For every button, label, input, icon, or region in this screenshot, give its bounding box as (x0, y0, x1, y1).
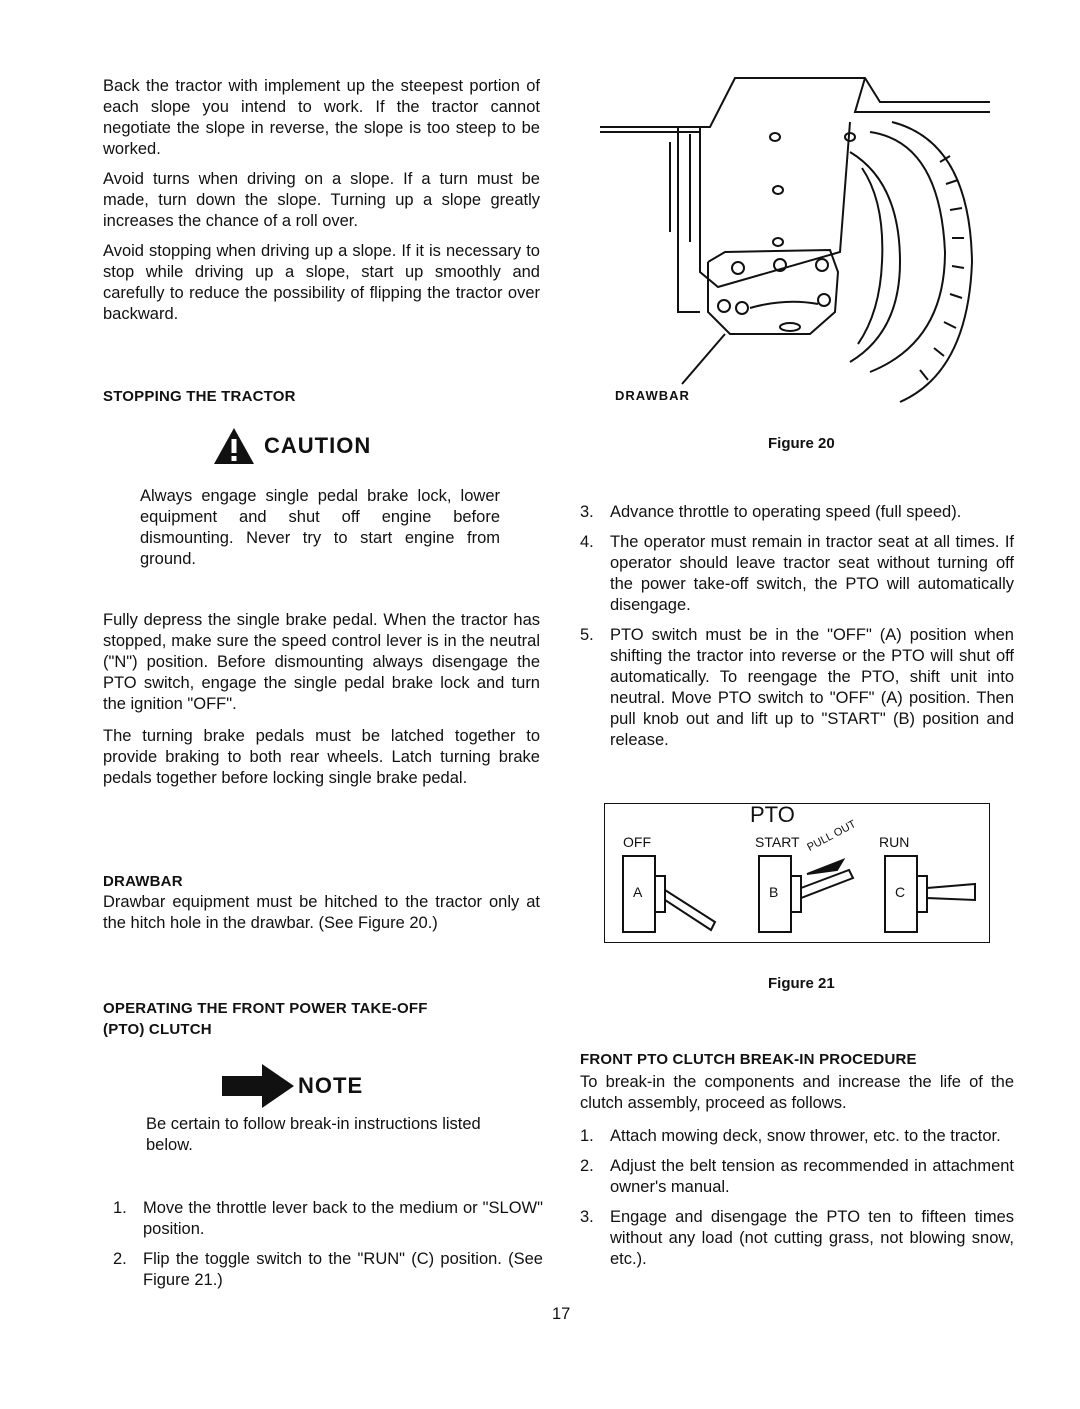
note-text: Be certain to follow break-in instructions listed below. (146, 1115, 481, 1154)
drawbar-figure (600, 72, 1000, 412)
caution-banner (212, 426, 371, 466)
breakin-intro-section (580, 1072, 1014, 1114)
note-box (146, 1114, 506, 1156)
caution-text: Always engage single pedal brake lock, lower equipment and shut off engine before dismounting. Never try to start engine from ground. (140, 487, 500, 568)
step-number: 4. (580, 533, 594, 551)
step-text: Attach mowing deck, snow thrower, etc. to the tractor. (610, 1127, 1001, 1145)
slope-turn-paragraph: Avoid turns when driving on a slope. If a turn must be made, turn down the slope. Turning up a slope greatly increases the chance of a roll over. (103, 170, 540, 230)
brake-section (103, 610, 540, 789)
list-item (580, 625, 1014, 751)
step-number: 1. (113, 1199, 127, 1217)
off-label: OFF (623, 834, 651, 850)
pull-out-label: PULL OUT (805, 818, 859, 854)
drawbar-text: Drawbar equipment must be hitched to the tractor only at the hitch hole in the drawbar. (See Figure 20.) (103, 893, 540, 932)
step-number: 3. (580, 1208, 594, 1226)
list-item (580, 1156, 1014, 1198)
step-text: Adjust the belt tension as recommended in attachment owner's manual. (610, 1157, 1014, 1196)
step-text: Move the throttle lever back to the medium or "SLOW" position. (143, 1199, 543, 1238)
caution-label: CAUTION (264, 433, 372, 458)
slope-stop-paragraph: Avoid stopping when driving up a slope. If it is necessary to stop while driving up a slope, start up smoothly and carefully to reduce the possibility of flipping the tractor over backward. (103, 242, 540, 323)
drawbar-section (103, 892, 540, 934)
pto-switch-figure (604, 803, 990, 943)
breakin-heading: FRONT PTO CLUTCH BREAK-IN PROCEDURE (580, 1051, 917, 1068)
toggle-switches-drawing (605, 804, 989, 942)
list-item (113, 1198, 543, 1240)
stopping-heading: STOPPING THE TRACTOR (103, 388, 296, 405)
pto-title: PTO (750, 802, 795, 827)
note-banner (222, 1064, 363, 1108)
left-steps-list (113, 1198, 543, 1300)
arrow-right-icon (222, 1064, 296, 1108)
warning-triangle-icon (212, 426, 256, 466)
page-number: 17 (552, 1305, 571, 1323)
list-item (580, 502, 1014, 523)
breakin-intro: To break-in the components and increase the life of the clutch assembly, proceed as follows. (580, 1073, 1014, 1112)
run-label: RUN (879, 834, 910, 850)
turning-brake-paragraph: The turning brake pedals must be latched together to provide braking to both rear wheels. Latch turning brake pedals together before locking single brake pedal. (103, 727, 540, 787)
pto-heading-line2: (PTO) CLUTCH (103, 1021, 212, 1038)
pto-heading-line1: OPERATING THE FRONT POWER TAKE-OFF (103, 1000, 428, 1017)
step-text: The operator must remain in tractor seat at all times. If operator should leave tractor seat without turning off the power take-off switch, the PTO will automatically disengage. (610, 533, 1014, 614)
drawbar-figure-label: DRAWBAR (615, 388, 690, 403)
breakin-steps-list (580, 1126, 1014, 1279)
step-number: 2. (113, 1250, 127, 1268)
figure-21-caption: Figure 21 (768, 975, 835, 992)
step-number: 1. (580, 1127, 594, 1145)
step-number: 5. (580, 626, 594, 644)
left-column (103, 76, 540, 325)
step-number: 3. (580, 503, 594, 521)
switch-a-label: A (633, 884, 643, 900)
list-item (580, 1207, 1014, 1270)
figure-20-caption: Figure 20 (768, 435, 835, 452)
right-steps-list (580, 502, 1014, 760)
step-text: Flip the toggle switch to the "RUN" (C) position. (See Figure 21.) (143, 1250, 543, 1289)
switch-b-label: B (769, 884, 779, 900)
list-item (580, 532, 1014, 616)
list-item (113, 1249, 543, 1291)
caution-box (140, 486, 500, 570)
start-label: START (755, 834, 800, 850)
step-text: PTO switch must be in the "OFF" (A) position when shifting the tractor into reverse or the PTO will shut off automatically. To reengage the PTO, shift unit into neutral. Move PTO switch to "OFF" (A) position. Then pull knob out and lift up to "START" (B) position and release. (610, 626, 1014, 749)
brake-pedal-paragraph: Fully depress the single brake pedal. When the tractor has stopped, make sure the speed control lever is in the neutral ("N") position. Before dismounting always disengage the PTO switch, engage the single pedal brake lock and turn the ignition "OFF". (103, 611, 540, 713)
list-item (580, 1126, 1014, 1147)
step-text: Engage and disengage the PTO ten to fifteen times without any load (not cutting grass, not blowing snow, etc.). (610, 1208, 1014, 1268)
step-number: 2. (580, 1157, 594, 1175)
note-label: NOTE (298, 1073, 364, 1098)
slope-reverse-paragraph: Back the tractor with implement up the steepest portion of each slope you intend to work. If the tractor cannot negotiate the slope in reverse, the slope is too steep to be worked. (103, 77, 540, 158)
step-text: Advance throttle to operating speed (full speed). (610, 503, 962, 521)
switch-c-label: C (895, 884, 906, 900)
pto-heading (103, 998, 428, 1040)
drawbar-heading: DRAWBAR (103, 873, 183, 890)
